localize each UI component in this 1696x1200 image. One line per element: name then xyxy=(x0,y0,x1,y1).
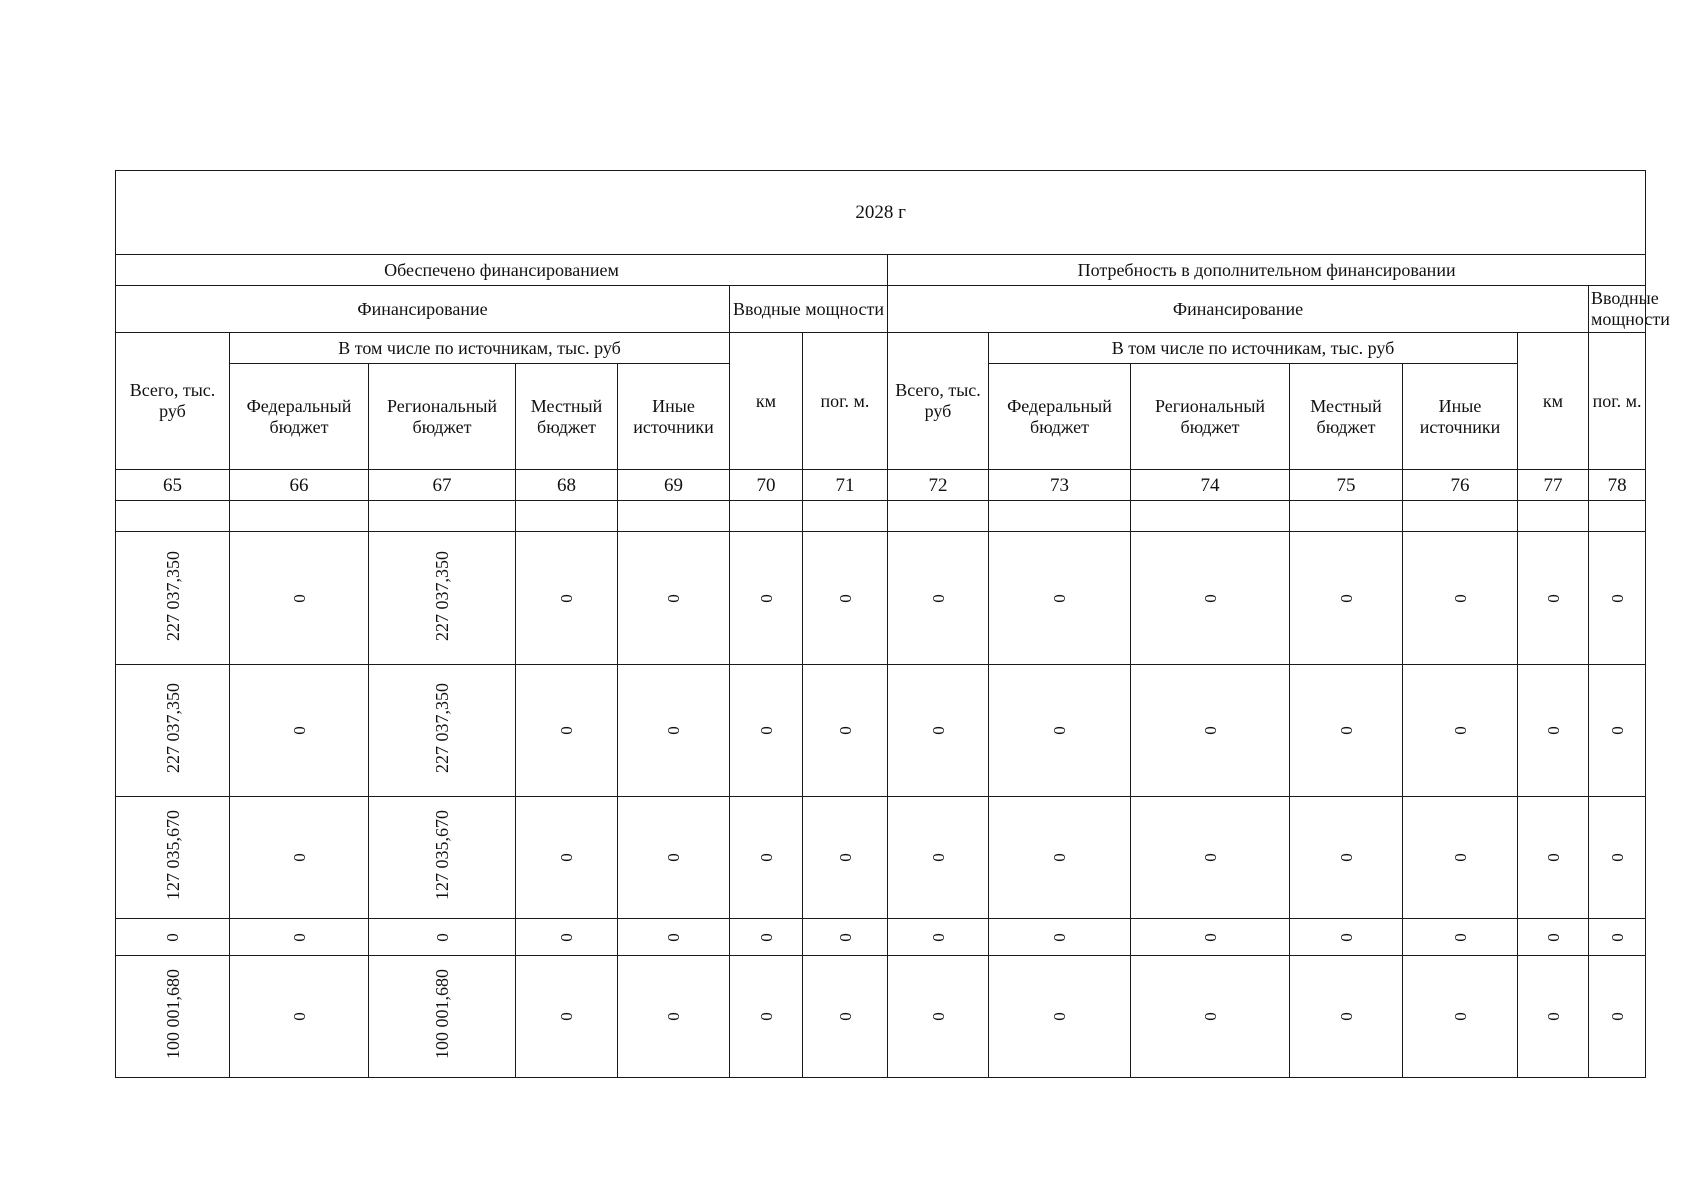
table-cell xyxy=(1290,532,1403,665)
cell-value: 0 xyxy=(1543,593,1563,603)
table-cell xyxy=(989,956,1131,1078)
table-cell xyxy=(888,956,989,1078)
table-cell xyxy=(516,956,618,1078)
table-cell xyxy=(1131,665,1290,797)
table-cell xyxy=(516,919,618,956)
table-cell xyxy=(618,797,730,919)
cell-value: 0 xyxy=(756,853,776,862)
cell-value: 0 xyxy=(664,1012,683,1021)
cell-value: 0 xyxy=(1050,853,1069,862)
cell-value: 0 xyxy=(1607,593,1627,603)
column-number: 77 xyxy=(1518,470,1589,501)
col-local-right: Местный бюджет xyxy=(1290,364,1403,470)
table-cell xyxy=(1131,956,1290,1078)
cell-value: 0 xyxy=(557,932,576,942)
table-cell xyxy=(1290,919,1403,956)
cell-value: 0 xyxy=(928,1012,948,1021)
cell-value: 0 xyxy=(432,932,452,942)
col-other-left: Иные источники xyxy=(618,364,730,470)
table-cell xyxy=(230,956,369,1078)
table-cell xyxy=(1131,532,1290,665)
table-cell xyxy=(369,919,516,956)
cell-value: 0 xyxy=(289,853,309,862)
table-cell xyxy=(989,665,1131,797)
cell-value: 0 xyxy=(1200,853,1220,862)
cell-value: 0 xyxy=(756,932,776,942)
table-cell xyxy=(1518,532,1589,665)
table-cell xyxy=(618,919,730,956)
data-rows xyxy=(116,532,1646,1078)
cell-value: 227 037,350 xyxy=(162,550,183,641)
cell-value: 127 035,670 xyxy=(432,810,452,900)
column-number: 68 xyxy=(516,470,618,501)
cell-value: 0 xyxy=(835,726,855,735)
col-regional-right: Региональный бюджет xyxy=(1131,364,1290,470)
cell-value: 0 xyxy=(1543,1012,1563,1021)
table-cell xyxy=(230,797,369,919)
cell-value: 0 xyxy=(163,932,182,942)
group-secured-header: Обеспечено финансированием xyxy=(116,255,888,286)
cell-value: 0 xyxy=(756,726,776,735)
table-row xyxy=(116,919,1646,956)
table-cell xyxy=(888,919,989,956)
table-cell xyxy=(369,665,516,797)
cell-value: 0 xyxy=(1200,1012,1220,1021)
cell-value: 0 xyxy=(664,932,683,942)
cell-value: 0 xyxy=(1336,1012,1356,1021)
table-cell xyxy=(1403,956,1518,1078)
table-cell xyxy=(230,919,369,956)
by-sources-header-right: В том числе по источникам, тыс. руб xyxy=(989,333,1518,364)
financing-table-sheet xyxy=(115,170,1670,1077)
table-cell xyxy=(516,797,618,919)
table-cell xyxy=(989,919,1131,956)
cell-value: 0 xyxy=(557,593,576,603)
cell-value: 0 xyxy=(1200,932,1220,942)
cell-value: 227 037,350 xyxy=(432,683,452,773)
cell-value: 100 001,680 xyxy=(432,969,452,1059)
financing-header-left: Финансирование xyxy=(116,286,730,333)
table-cell xyxy=(803,532,888,665)
table-cell xyxy=(1403,797,1518,919)
cell-value: 0 xyxy=(1543,932,1563,942)
col-other-right: Иные источники xyxy=(1403,364,1518,470)
table-cell xyxy=(1403,919,1518,956)
cell-value: 0 xyxy=(664,593,683,603)
cell-value: 0 xyxy=(1336,853,1356,862)
cell-value: 0 xyxy=(1050,1012,1069,1021)
col-local-left: Местный бюджет xyxy=(516,364,618,470)
cell-value: 0 xyxy=(835,853,855,862)
table-cell xyxy=(730,532,803,665)
table-row xyxy=(116,956,1646,1078)
empty-row xyxy=(116,501,1646,532)
group-additional-need-header: Потребность в дополнительном финансировании xyxy=(888,255,1646,286)
cell-value: 0 xyxy=(1607,726,1627,735)
cell-value: 0 xyxy=(835,932,855,942)
table-row xyxy=(116,532,1646,665)
table-cell xyxy=(730,919,803,956)
col-total-left: Всего, тыс. руб xyxy=(116,333,230,470)
col-km-right: км xyxy=(1518,333,1589,470)
table-cell xyxy=(369,956,516,1078)
col-federal-right: Федеральный бюджет xyxy=(989,364,1131,470)
table-cell xyxy=(888,532,989,665)
col-regional-left: Региональный бюджет xyxy=(369,364,516,470)
cell-value: 0 xyxy=(756,593,776,603)
table-cell xyxy=(1518,956,1589,1078)
table-cell xyxy=(116,665,230,797)
table-cell xyxy=(1131,919,1290,956)
capacity-header-left: Вводные мощности xyxy=(730,286,888,333)
cell-value: 227 037,350 xyxy=(162,683,183,773)
col-pog-m-left: пог. м. xyxy=(803,333,888,470)
cell-value: 0 xyxy=(1336,726,1356,735)
column-number: 72 xyxy=(888,470,989,501)
table-cell xyxy=(230,665,369,797)
table-cell xyxy=(888,797,989,919)
cell-value: 0 xyxy=(756,1012,776,1021)
table-cell xyxy=(730,665,803,797)
cell-value: 0 xyxy=(1336,932,1356,942)
cell-value: 0 xyxy=(289,932,309,942)
cell-value: 0 xyxy=(1050,593,1069,603)
table-cell xyxy=(803,797,888,919)
cell-value: 0 xyxy=(1607,853,1627,862)
cell-value: 0 xyxy=(835,1012,855,1021)
cell-value: 0 xyxy=(928,932,948,942)
cell-value: 0 xyxy=(835,593,855,603)
table-cell xyxy=(618,665,730,797)
col-total-right: Всего, тыс. руб xyxy=(888,333,989,470)
table-cell xyxy=(1290,665,1403,797)
table-cell xyxy=(803,665,888,797)
column-number: 74 xyxy=(1131,470,1290,501)
cell-value: 0 xyxy=(1607,1012,1627,1021)
cell-value: 0 xyxy=(1200,593,1220,603)
cell-value: 0 xyxy=(664,726,683,735)
cell-value: 0 xyxy=(1543,726,1563,735)
table-cell xyxy=(1518,665,1589,797)
cell-value: 0 xyxy=(1450,593,1470,603)
cell-value: 227 037,350 xyxy=(432,550,452,641)
table-cell xyxy=(369,797,516,919)
cell-value: 0 xyxy=(1450,932,1470,942)
cell-value: 0 xyxy=(664,853,683,862)
column-number: 70 xyxy=(730,470,803,501)
table-cell xyxy=(516,665,618,797)
table-cell xyxy=(730,797,803,919)
column-number: 73 xyxy=(989,470,1131,501)
table-cell xyxy=(1290,797,1403,919)
table-row xyxy=(116,665,1646,797)
col-pog-m-right: пог. м. xyxy=(1589,333,1646,470)
column-number: 76 xyxy=(1403,470,1518,501)
table-cell xyxy=(803,919,888,956)
year-title: 2028 г xyxy=(116,171,1646,255)
table-cell xyxy=(730,956,803,1078)
table-cell xyxy=(116,919,230,956)
table-cell xyxy=(989,797,1131,919)
table-cell xyxy=(1403,532,1518,665)
table-cell xyxy=(1589,665,1646,797)
column-numbers-row xyxy=(116,470,1646,501)
table-row xyxy=(116,797,1646,919)
cell-value: 0 xyxy=(557,853,576,862)
cell-value: 0 xyxy=(1050,932,1069,942)
cell-value: 0 xyxy=(1050,726,1069,735)
table-cell xyxy=(116,956,230,1078)
cell-value: 0 xyxy=(289,593,309,603)
column-number: 66 xyxy=(230,470,369,501)
cell-value: 0 xyxy=(928,853,948,862)
table-cell xyxy=(1131,797,1290,919)
column-number: 69 xyxy=(618,470,730,501)
cell-value: 0 xyxy=(1450,1012,1470,1021)
financing-header-right: Финансирование xyxy=(888,286,1589,333)
table-cell xyxy=(516,532,618,665)
table-cell xyxy=(1518,797,1589,919)
column-number: 71 xyxy=(803,470,888,501)
cell-value: 0 xyxy=(928,593,948,603)
table-cell xyxy=(1589,797,1646,919)
table-cell xyxy=(1518,919,1589,956)
cell-value: 0 xyxy=(1336,593,1356,603)
by-sources-header-left: В том числе по источникам, тыс. руб xyxy=(230,333,730,364)
table-cell xyxy=(888,665,989,797)
cell-value: 127 035,670 xyxy=(162,810,183,900)
capacity-header-right: Вводные мощности xyxy=(1589,286,1646,333)
table-cell xyxy=(116,532,230,665)
table-cell xyxy=(618,532,730,665)
cell-value: 0 xyxy=(1543,853,1563,862)
table-cell xyxy=(369,532,516,665)
cell-value: 0 xyxy=(1200,726,1220,735)
col-km-left: км xyxy=(730,333,803,470)
table-cell xyxy=(1589,919,1646,956)
column-number: 67 xyxy=(369,470,516,501)
table-cell xyxy=(618,956,730,1078)
table-cell xyxy=(116,797,230,919)
table-cell xyxy=(803,956,888,1078)
cell-value: 0 xyxy=(1607,932,1627,942)
table-cell xyxy=(1589,532,1646,665)
cell-value: 100 001,680 xyxy=(162,969,183,1059)
col-federal-left: Федеральный бюджет xyxy=(230,364,369,470)
column-number: 75 xyxy=(1290,470,1403,501)
cell-value: 0 xyxy=(1450,726,1470,735)
cell-value: 0 xyxy=(289,726,309,735)
cell-value: 0 xyxy=(557,726,576,735)
cell-value: 0 xyxy=(557,1012,576,1021)
table-cell xyxy=(230,532,369,665)
financing-table xyxy=(115,170,1670,1078)
cell-value: 0 xyxy=(928,726,948,735)
table-cell xyxy=(1403,665,1518,797)
cell-value: 0 xyxy=(289,1012,309,1021)
table-cell xyxy=(1290,956,1403,1078)
column-number: 78 xyxy=(1589,470,1646,501)
table-cell xyxy=(1589,956,1646,1078)
table-cell xyxy=(989,532,1131,665)
cell-value: 0 xyxy=(1450,853,1470,862)
column-number: 65 xyxy=(116,470,230,501)
